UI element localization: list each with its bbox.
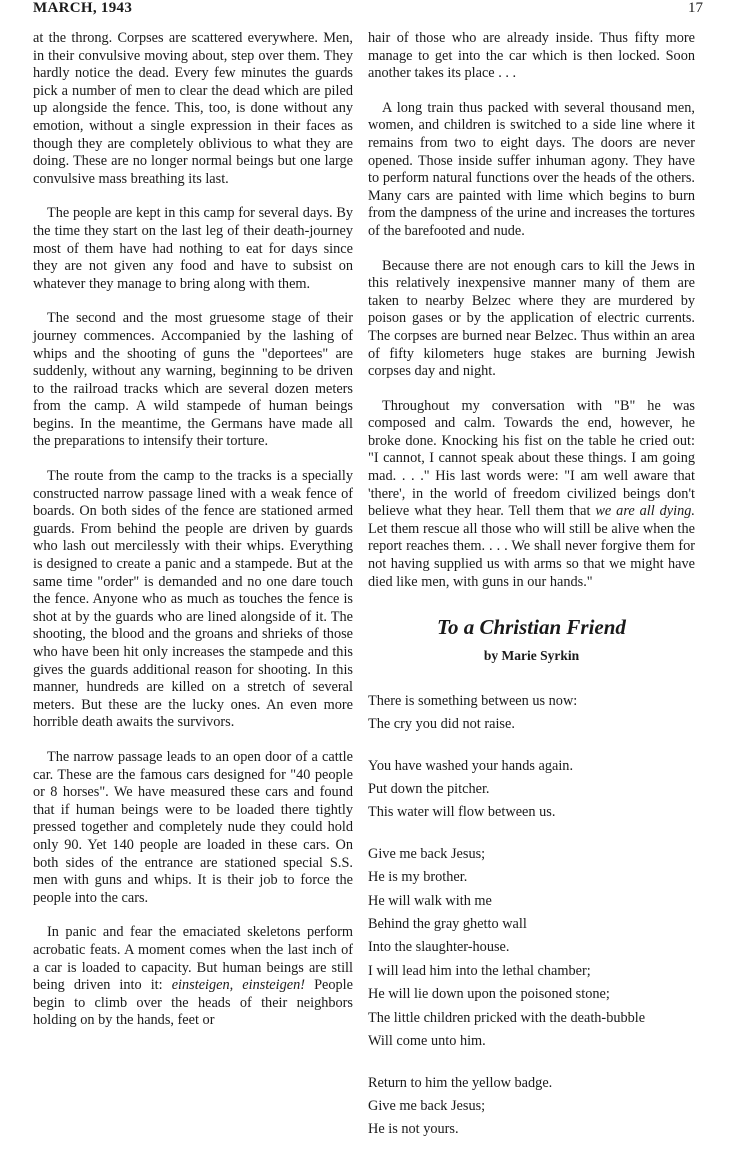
- italic-phrase: we are all dying.: [595, 503, 696, 520]
- italic-phrase: einsteigen, einsteigen!: [171, 977, 306, 994]
- poem-line: The cry you did not raise.: [368, 716, 515, 733]
- paragraph: [368, 398, 695, 592]
- page-header: [33, 0, 703, 20]
- paragraph: A long train thus packed with several thousand men, women, and children is switched to a side line where it remains from two to eight days. The doors are never opened. Those inside suffer inhuman agony. They have to perform natural functions over the heads of the others. Many cars are painted with lime which begins to burn from the dampness of the urine and increases the tortures of the barefooted and nude.: [368, 99, 695, 239]
- poem-line: Give me back Jesus;: [368, 845, 486, 862]
- poem-line: He will lie down upon the poisoned stone;: [368, 986, 610, 1003]
- poem-line: Put down the pitcher.: [368, 781, 490, 798]
- poem-line: He will walk with me: [368, 892, 492, 909]
- poem-stanza: [368, 690, 695, 737]
- page-number: 17: [688, 0, 703, 16]
- poem-line: He is my brother.: [368, 869, 468, 886]
- paragraph: The people are kept in this camp for several days. By the time they start on the last leg of their death-journey most of them have had nothing to eat for days since they are not given any food and have to subsist on whatever they manage to bring along with them.: [33, 205, 353, 292]
- poem-line: You have washed your hands again.: [368, 757, 574, 774]
- poem-line: Into the slaughter-house.: [368, 939, 510, 956]
- poem-line: This water will flow between us.: [368, 804, 556, 821]
- poem-body: [368, 690, 695, 1142]
- left-column: [33, 30, 353, 1047]
- poem-line: There is something between us now:: [368, 692, 578, 709]
- paragraph: The second and the most gruesome stage of their journey commences. Accompanied by the lashing of whips and the shooting of guns the "deportees" are suddenly, without any warning, beginning to be driven to the railroad tracks which are several dozen meters from the camp. A wild stampede of human beings begins. In the meantime, the Germans have made all the preparations to intensify their torture.: [33, 310, 353, 450]
- poem-stanza: [368, 1072, 695, 1142]
- poem-line: He is not yours.: [368, 1121, 459, 1138]
- paragraph: The route from the camp to the tracks is a specially constructed narrow passage lined with a weak fence of boards. On both sides of the fence are stationed armed guards. From behind the people are driven by guards who lash out mercilessly with their whips. Everything is designed to create a panic and a stampede. But at the same time "order" is demanded and no one dare touch the fence. Anyone who as much as touches the fence is shot at by the guards who are lined alongside of it. The shooting, the blood and the groans and shrieks of those who have been hit only increases the stampede and this gives the guards additional reason for shooting. In this manner, hundreds are killed on a stretch of several meters. But these are the lucky ones. An even more horrible death awaits the survivors.: [33, 468, 353, 731]
- text-run: In panic and fear the emaciated skeletons perform acrobatic feats. A moment comes when the last inch of a car is loaded to capacity. But human beings are still being driven into it:: [33, 924, 353, 994]
- paragraph: hair of those who are already inside. Thus fifty more manage to get into the car which is then locked. Soon another takes its place . . .: [368, 30, 695, 82]
- poem-line: Return to him the yellow badge.: [368, 1074, 553, 1091]
- poem-line: Behind the gray ghetto wall: [368, 916, 527, 933]
- text-run: Throughout my conversation with "B" he was composed and calm. Towards the end, however, he broke done. Knocking his fist on the table he cried out: "I cannot, I cannot speak about these things. I am going mad. . . ." His last words were: "I am well aware that 'there', in the world of freedom civilized beings don't believe what they hear. Tell them that: [368, 397, 695, 520]
- poem-title: To a Christian Friend: [437, 615, 626, 640]
- text-run: Let them rescue all those who will still be alive when the report reaches them. . . . We shall never forgive them for not having supplied us with arms so that we might have died like men, with guns in our hands.": [368, 520, 695, 590]
- poem-line: I will lead him into the lethal chamber;: [368, 962, 591, 979]
- poem-line: Will come unto him.: [368, 1033, 486, 1050]
- right-column: [368, 30, 695, 1160]
- paragraph: The narrow passage leads to an open door of a cattle car. These are the famous cars designed for "40 people or 8 horses". We have measured these cars and found that if human beings were to be loaded there tightly pressed together and completely nude they could hold only 90. Yet 140 people are loaded in these cars. On both sides of the entrance are stationed special S.S. men with guns and whips. It is their job to force the people into the cars.: [33, 748, 353, 906]
- poem-line: Give me back Jesus;: [368, 1097, 486, 1114]
- paragraph: [33, 924, 353, 1030]
- poem-stanza: [368, 755, 695, 825]
- paragraph: Because there are not enough cars to kill the Jews in this relatively inexpensive manner many of them are taken to nearby Belzec where they are murdered by poison gases or by the application of electric currents. The corpses are burned near Belzec. Thus within an area of fifty kilometers huge stakes are burning Jewish corpses day and night.: [368, 257, 695, 380]
- poem-stanza: [368, 843, 695, 1054]
- text-run: People begin to climb over the heads of their neighbors holding on by the hands, feet or: [33, 977, 353, 1029]
- issue-date: MARCH, 1943: [33, 0, 133, 16]
- poem-line: The little children pricked with the death-bubble: [368, 1009, 646, 1026]
- paragraph: at the throng. Corpses are scattered everywhere. Men, in their convulsive moving about, step over them. They hardly notice the dead. Every few minutes the guards pick a number of men to clear the dead which are piled up alongside the fence. This, too, is done without any emotion, without a single expression in their faces as though they are completely oblivious to what they are doing. These are no longer normal beings but one large convulsive mass breathing its last.: [33, 30, 353, 187]
- poem-byline: by Marie Syrkin: [483, 648, 580, 664]
